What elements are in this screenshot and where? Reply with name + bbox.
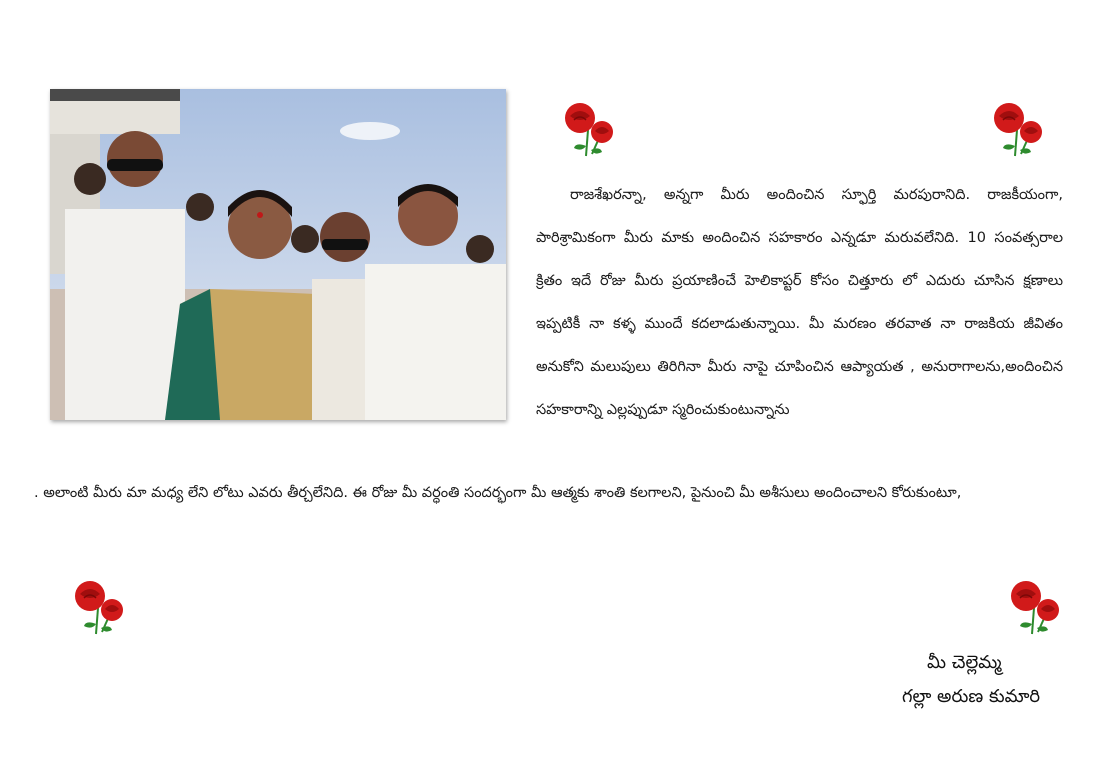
letter-paragraph-bottom: . అలాంటి మీరు మా మధ్య లేని లోటు ఎవరు తీర్చలేనిది. ఈ రోజు మీ వర్ధంతి సందర్భంగా మీ ఆత్మకు శాంతి కలగాలని, పైనుంచి మీ అశీసులు అందించాలని కోరుకుంటూ, (34, 485, 962, 501)
red-rose-icon (68, 576, 128, 636)
red-rose-icon (558, 98, 618, 158)
signature-salutation: మీ చెల్లెమ్మ (927, 652, 1002, 673)
red-rose-icon (1004, 576, 1064, 636)
signature-name: గల్లా అరుణ కుమారి (902, 686, 1041, 707)
group-photo (50, 89, 506, 420)
red-rose-icon (987, 98, 1047, 158)
letter-paragraph-top: రాజశేఖరన్నా, అన్నగా మీరు అందించిన స్ఫూర్తి మరపురానిది. రాజకీయంగా, పారిశ్రామికంగా మీరు మాకు అందించిన సహకారం ఎన్నడూ మరువలేనిది. 10 సంవత్సరాల క్రితం ఇదే రోజు మీరు ప్రయాణించే హెలికాప్టర్ కోసం చిత్తూరు లో ఎదురు చూసిన క్షణాలు ఇప్పటికీ నా కళ్ళ ముందే కదలాడుతున్నాయి. మీ మరణం తరవాత నా రాజకియ జీవితం అనుకోని మలుపులు తిరిగినా మీరు నాపై చూపించిన ఆప్యాయత , అనురాగాలను,అందించిన సహకారాన్ని ఎల్లప్పుడూ స్మరించుకుంటున్నాను (536, 187, 1063, 418)
